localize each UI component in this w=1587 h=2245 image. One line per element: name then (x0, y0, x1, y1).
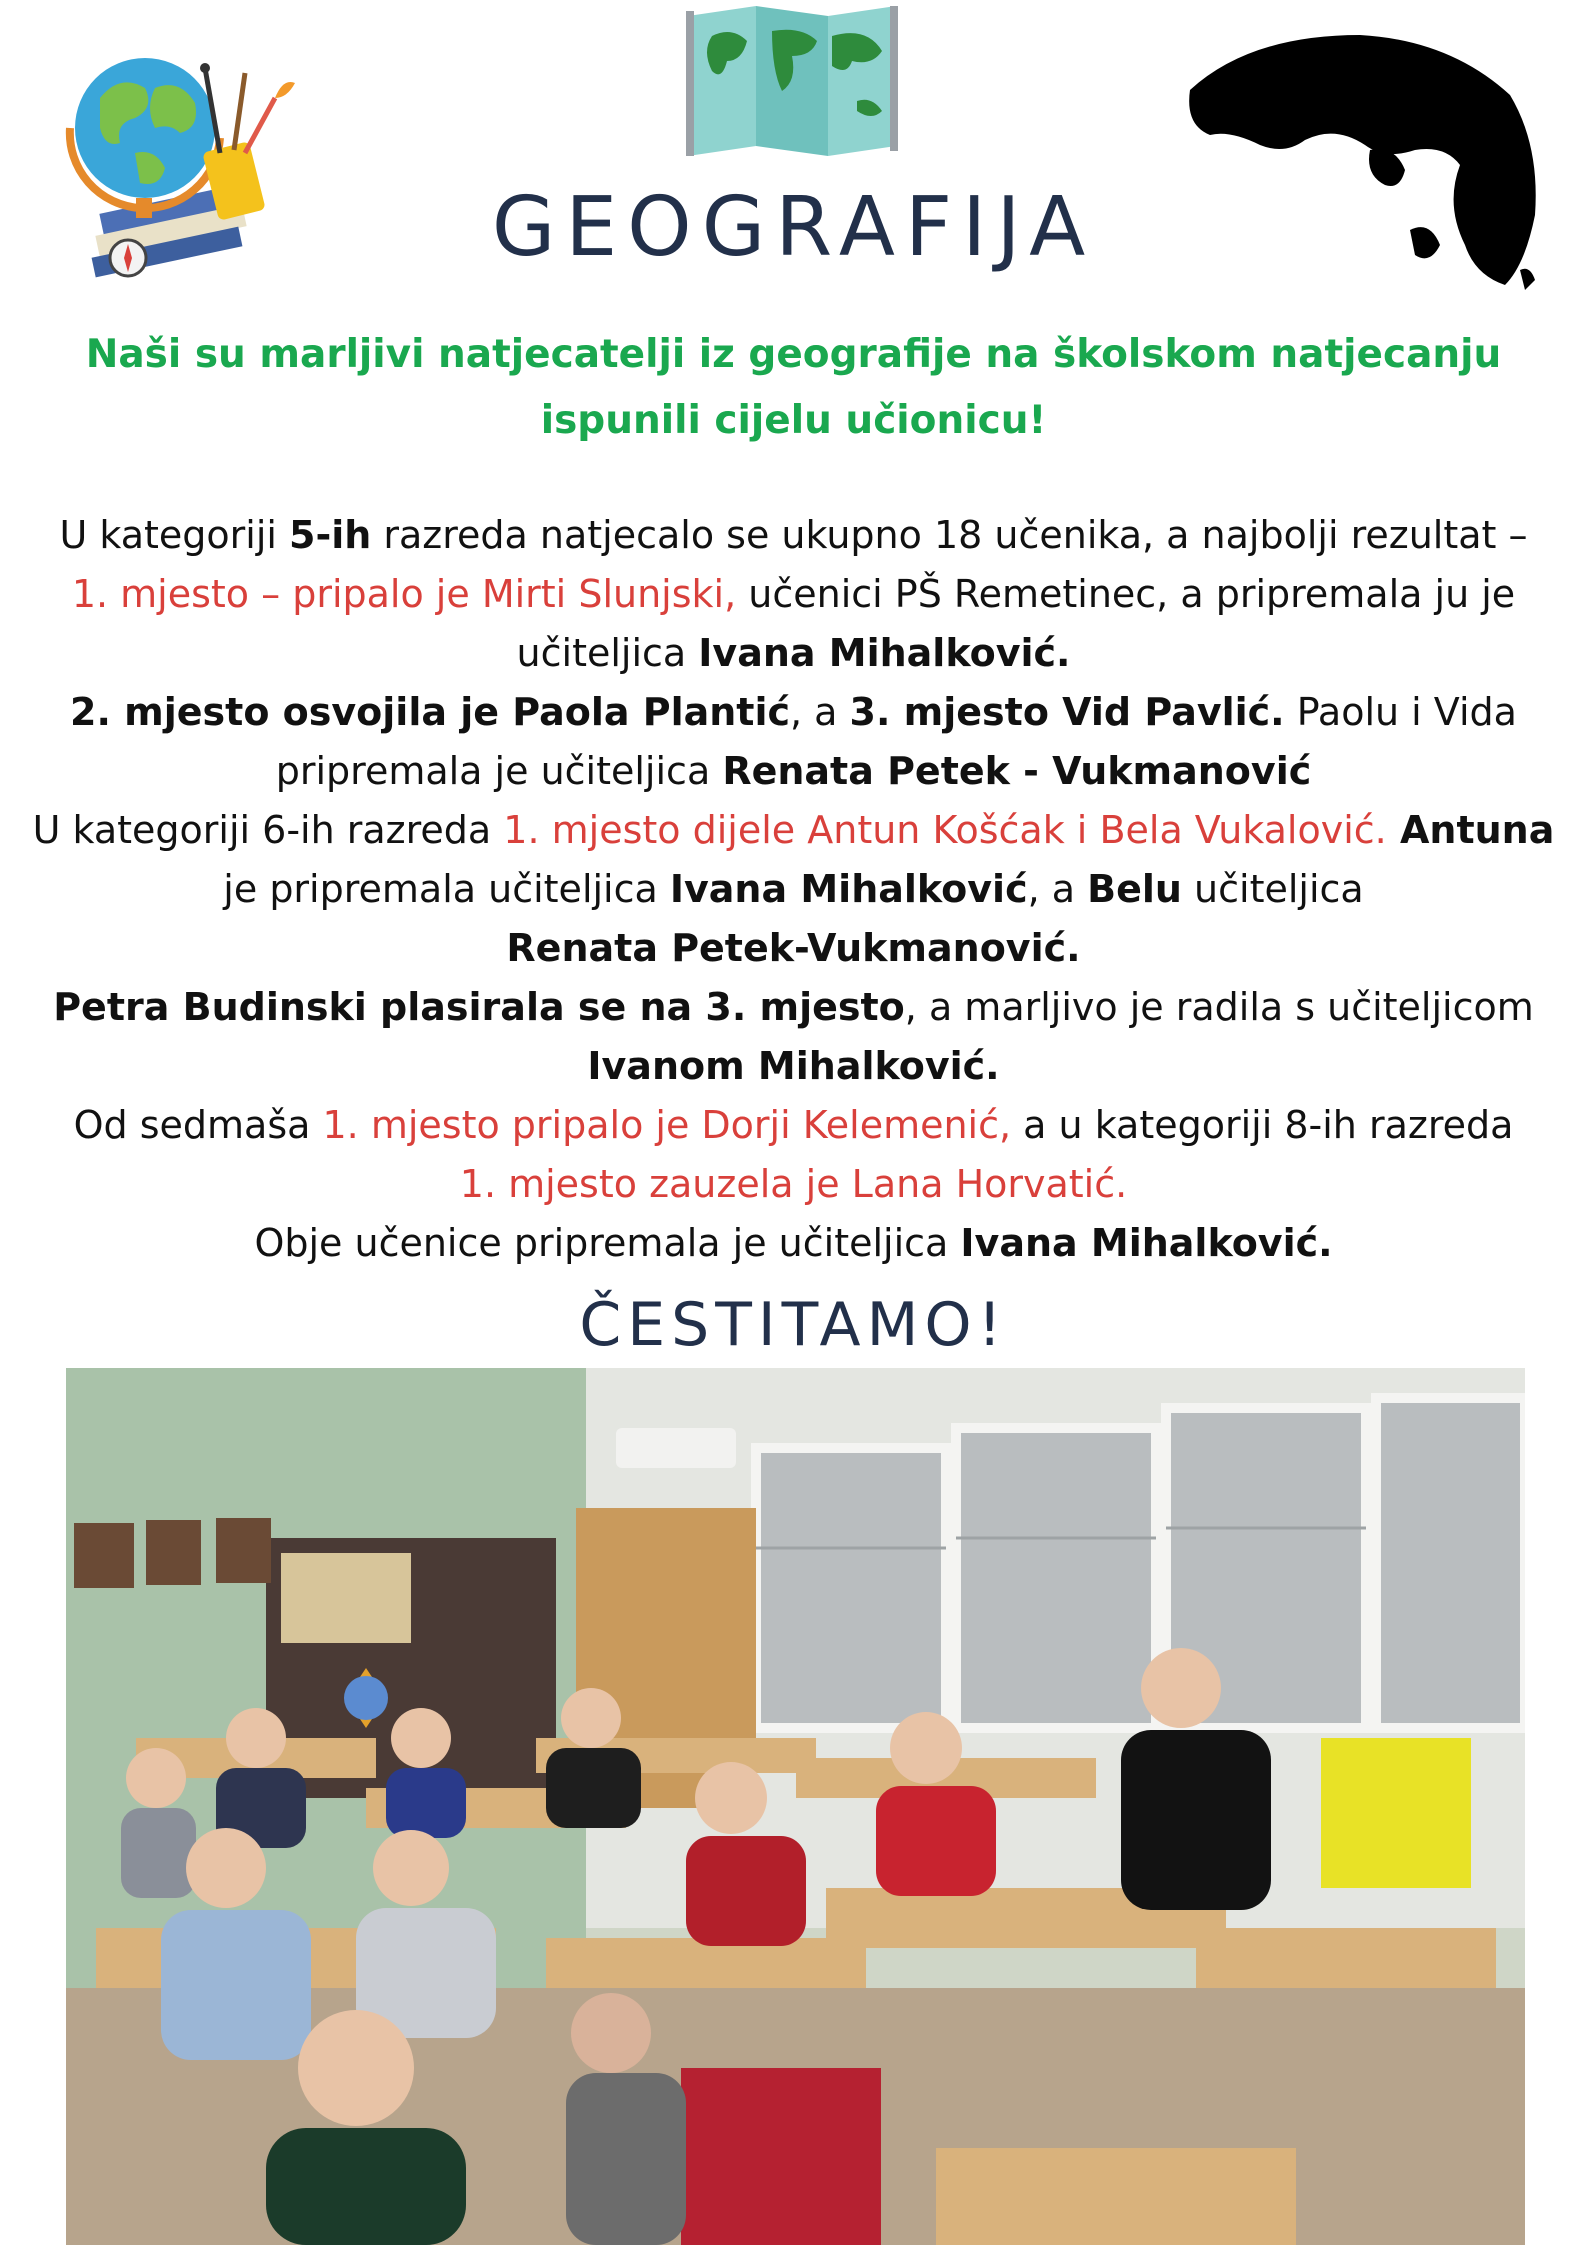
article-body (0, 506, 1587, 1273)
text: učiteljica (516, 631, 699, 675)
text: , a marljivo je radila s učiteljicom (904, 985, 1534, 1029)
body-line (0, 565, 1587, 624)
bold-text: Ivana Mihalković. (698, 631, 1071, 675)
text: razreda natjecalo se ukupno 18 učenika, a najbolji rezultat – (371, 513, 1528, 557)
highlight-text: 1. mjesto – pripalo je Mirti Slunjski, (71, 572, 737, 616)
body-line (0, 506, 1587, 565)
text: učiteljica (1181, 867, 1364, 911)
text: Obje učenice pripremala je učiteljica (254, 1221, 961, 1265)
congratulations-heading: ČESTITAMO! (579, 1290, 1008, 1360)
body-line (0, 742, 1587, 801)
text: , a (1027, 867, 1088, 911)
bold-text: Belu (1087, 867, 1182, 911)
text: U kategoriji 6-ih razreda (32, 808, 504, 852)
text: Od sedmaša (73, 1103, 323, 1147)
body-line (0, 860, 1587, 919)
bold-text: Ivana Mihalković (669, 867, 1028, 911)
text: je pripremala učiteljica (223, 867, 670, 911)
bold-text: 3. mjesto Vid Pavlić. (849, 690, 1285, 734)
bold-text: Petra Budinski plasirala se na 3. mjesto (53, 985, 905, 1029)
highlight-text: 1. mjesto pripalo je Dorji Kelemenić, (322, 1103, 1012, 1147)
bold-text: Antuna (1386, 808, 1555, 852)
text: a u kategoriji 8-ih razreda (1011, 1103, 1514, 1147)
body-line: 1. mjesto zauzela je Lana Horvatić. (459, 1162, 1128, 1206)
text: pripremala je učiteljica (275, 749, 723, 793)
classroom-photo (66, 1368, 1525, 2245)
body-line (0, 801, 1587, 860)
body-line (0, 683, 1587, 742)
headline (40, 322, 1547, 454)
headline-line: Naši su marljivi natjecatelji iz geografije na školskom natjecanju (85, 332, 1502, 377)
text: U kategoriji (59, 513, 290, 557)
text: , a (790, 690, 850, 734)
folded-map-icon (682, 6, 902, 156)
highlight-text: 1. mjesto dijele Antun Košćak i Bela Vukalović. (503, 808, 1387, 852)
bold-text: Ivana Mihalković. (960, 1221, 1333, 1265)
body-line (0, 1096, 1587, 1155)
text: učenici PŠ Remetinec, a pripremala ju je (736, 572, 1516, 616)
body-line (0, 978, 1587, 1037)
page-title: GEOGRAFIJA (491, 180, 1096, 275)
body-line (0, 1214, 1587, 1273)
body-line: Renata Petek-Vukmanović. (506, 926, 1081, 970)
text: Paolu i Vida (1284, 690, 1517, 734)
bold-text: Renata Petek - Vukmanović (722, 749, 1312, 793)
body-line (0, 624, 1587, 683)
bold-text: 2. mjesto osvojila je Paola Plantić (70, 690, 791, 734)
headline-line: ispunili cijelu učionicu! (540, 398, 1047, 443)
body-line: Ivanom Mihalković. (587, 1044, 1000, 1088)
bold-text: 5-ih (289, 513, 372, 557)
